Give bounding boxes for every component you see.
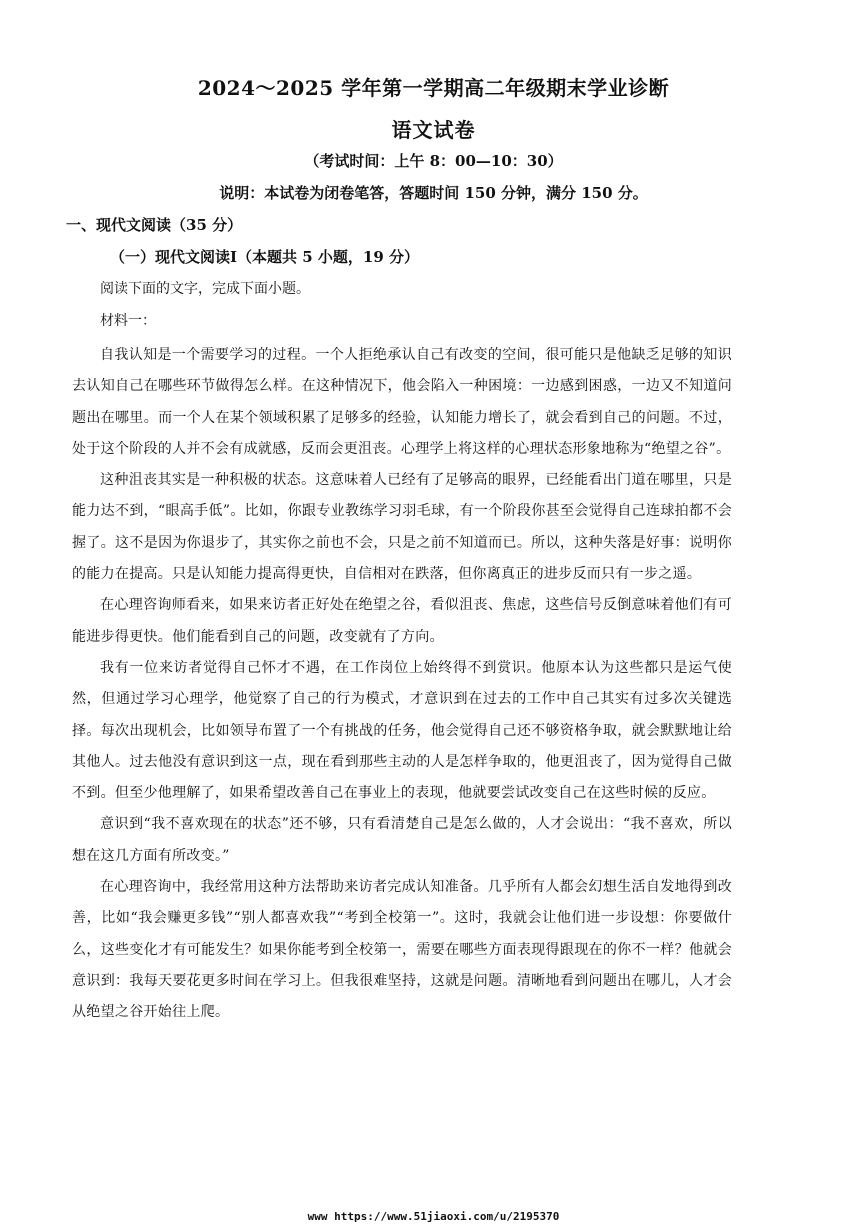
passage-paragraph: 自我认知是一个需要学习的过程。一个人拒绝承认自己有改变的空间，很可能只是他缺乏足够的知识去认知自己在哪些环节做得怎么样。在这种情况下，他会陷入一种困境：一边感到困惑，一边又不知道问题出在哪里。而一个人在某个领域积累了足够多的经验，认知能力增长了，就会看到自己的问题。不过，处于这个阶段的人并不会有成就感，反而会更沮丧。心理学上将这样的心理状态形象地称为“绝望之谷”。: [72, 347, 732, 457]
subsection-heading: （一）现代文阅读Ⅰ（本题共 5 小题，19 分）: [110, 248, 419, 266]
reading-passage: [72, 340, 732, 1029]
footer-url: www https://www.51jiaoxi.com/u/2195370: [307, 1210, 560, 1223]
passage-paragraph: 我有一位来访者觉得自己怀才不遇，在工作岗位上始终得不到赏识。他原本认为这些都只是运气使然，但通过学习心理学，他觉察了自己的行为模式，才意识到在过去的工作中自己其实有过多次关键选择。每次出现机会，比如领导布置了一个有挑战的任务，他会觉得自己还不够资格争取，就会默默地让给其他人。过去他没有意识到这一点，现在看到那些主动的人是怎样争取的，他更沮丧了，因为觉得自己做不到。但至少他理解了，如果希望改善自己在事业上的表现，他就要尝试改变自己在这些时候的反应。: [72, 659, 732, 802]
exam-title: 2024～2025 学年第一学期高二年级期末学业诊断: [197, 76, 670, 100]
passage-paragraph: 意识到“我不喜欢现在的状态”还不够，只有看清楚自己是怎么做的，人才会说出：“我不喜欢，所以想在这几方面有所改变。”: [72, 816, 732, 864]
passage-paragraph: 这种沮丧其实是一种积极的状态。这意味着人已经有了足够高的眼界，已经能看出门道在哪里，只是能力达不到，“眼高手低”。比如，你跟专业教练学习羽毛球，有一个阶段你甚至会觉得自己连球拍都不会握了。这不是因为你退步了，其实你之前也不会，只是之前不知道而已。所以，这种失落是好事：说明你的能力在提高。只是认知能力提高得更快，自信相对在跌落，但你离真正的进步反而只有一步之遥。: [72, 472, 732, 583]
exam-time: （考试时间：上午 8：00—10：30）: [304, 152, 563, 170]
passage-paragraph: 在心理咨询师看来，如果来访者正好处在绝望之谷，看似沮丧、焦虑，这些信号反倒意味着他们有可能进步得更快。他们能看到自己的问题，改变就有了方向。: [72, 597, 732, 645]
exam-note: 说明：本试卷为闭卷笔答，答题时间 150 分钟，满分 150 分。: [219, 184, 648, 202]
material-label: 材料一：: [100, 313, 156, 329]
passage-paragraph: 在心理咨询中，我经常用这种方法帮助来访者完成认知准备。几乎所有人都会幻想生活自发地得到改善，比如“我会赚更多钱”“别人都喜欢我”“考到全校第一”。这时，我就会让他们进一步设想：你要做什么，这些变化才有可能发生？如果你能考到全校第一，需要在哪些方面表现得跟现在的你不一样？他就会意识到：我每天要花更多时间在学习上。但我很难坚持，这就是问题。清晰地看到问题出在哪儿，人才会从绝望之谷开始往上爬。: [72, 879, 732, 1021]
reading-instruction: 阅读下面的文字，完成下面小题。: [100, 281, 310, 297]
exam-subject: 语文试卷: [391, 118, 476, 142]
section-heading: 一、现代文阅读（35 分）: [66, 216, 243, 234]
